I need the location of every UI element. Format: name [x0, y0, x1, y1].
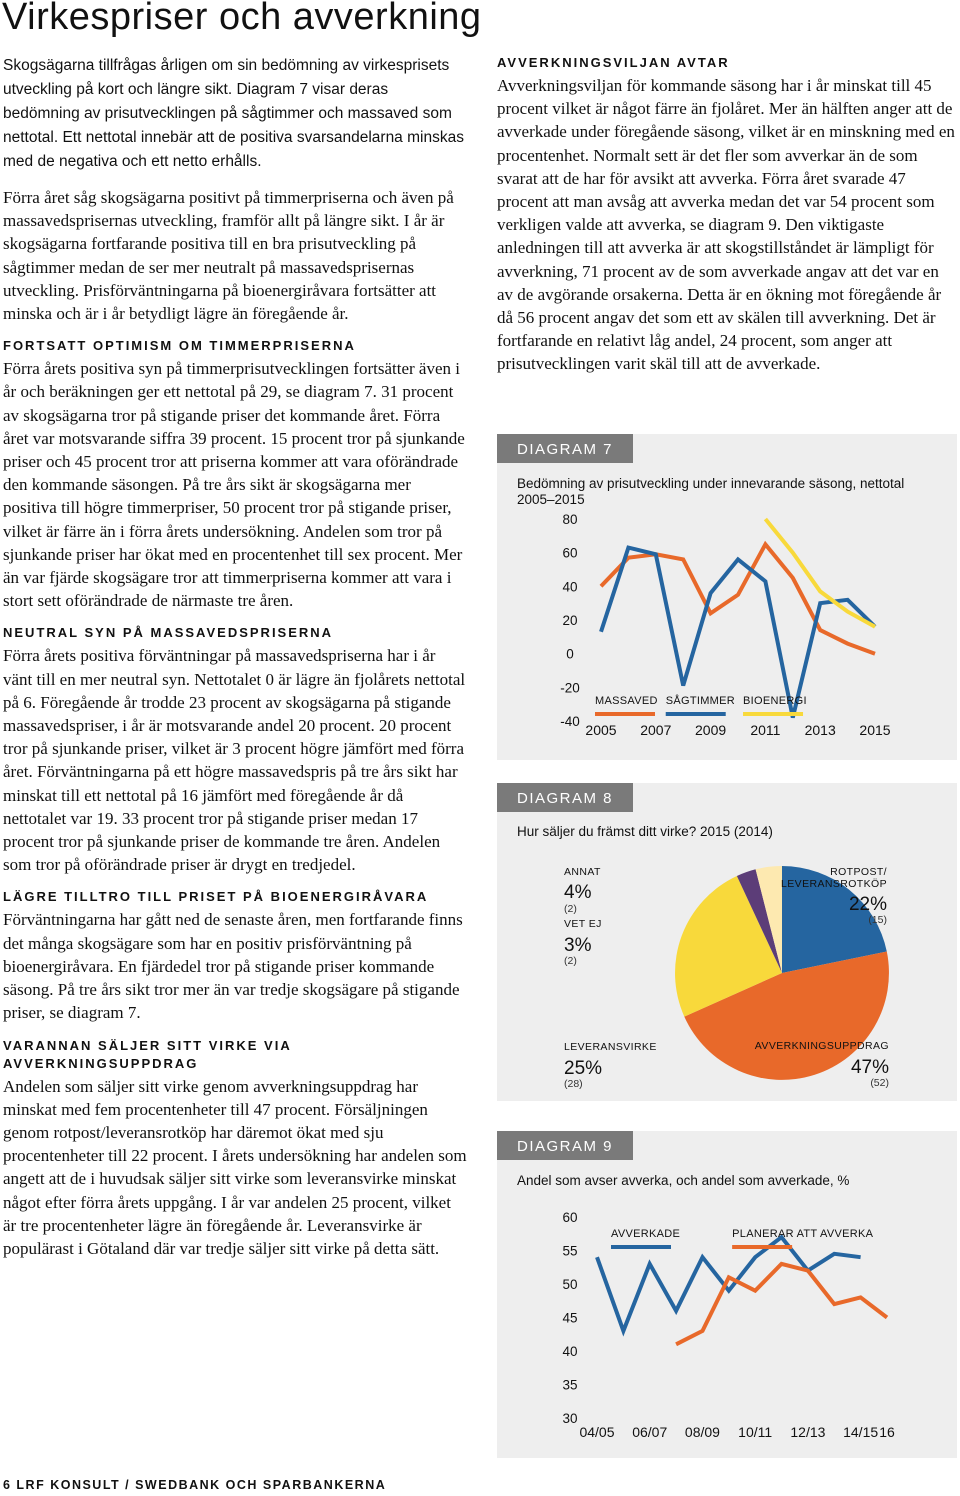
diagram-8-label: DIAGRAM 8 [497, 783, 633, 812]
section-heading-timber: FORTSATT OPTIMISM OM TIMMERPRISERNA [3, 338, 356, 354]
y-tick-label: 80 [562, 512, 578, 527]
section-text-harvest: Avverkningsviljan för kommande säsong har i år minskat till 45 procent vilket är något färre än fjolåret. Mer än hälften anger att de avverkade under föregående säsong, vilket är en minskning med en procentenhet. Normalt sett är det fler som avverkar än de som svarat att de har för avsikt att avverka. Förra året svarade 47 procent att man avsåg att avverka medan det var 54 procent som verkligen valde att avverka, se diagram 9. Den viktigaste anledningen till att avverka är att skogstillståndet är lämpligt för avverkning, 71 procent av de som avverkade angav att det var en av de avgörande orsakerna. Detta är en ökning mot föregående år då 56 procent angav det som ett av skälen till avverkning. Det är fortfarande en relativt låg andel, 24 procent, som anger att prisutvecklingen varit skäl till att de avverkade. [497, 76, 955, 374]
y-tick-label: 40 [562, 579, 578, 595]
pie-label-leveransvirke: LEVERANSVIRKE [564, 1041, 657, 1053]
diagram-8-chart [497, 783, 957, 1101]
pie-prev-vet-ej: (2) [564, 955, 577, 967]
diagram-7 [497, 434, 957, 760]
x-tick-label: 12/13 [790, 1424, 826, 1440]
pie-prev-annat: (2) [564, 903, 577, 915]
y-tick-label: 0 [566, 646, 574, 662]
y-tick-label: 55 [562, 1243, 578, 1259]
section-text-selling: Andelen som säljer sitt virke genom avverkningsuppdrag har minskat med fem procentenheter till 47 procent. Försäljningen genom rotpost/leveransrotköp har däremot ökat med sju procentenheter till 22 procent. I årets undersökning har andelen som angett att de i huvudsak säljer sitt virke som leveransvirke minskat något efter förra årets uppgång. I år var andelen 25 procent, vilket är tre procentenheter lägre än föregående år. Leveransvirke är populärast i Götaland där var tredje säljer sitt virke på detta sätt. [3, 1076, 467, 1258]
pie-label-annat: ANNAT [564, 866, 601, 878]
pie-value-rotpost: 22% [848, 894, 887, 915]
diagram-8-subtitle: Hur säljer du främst ditt virke? 2015 (2014) [517, 824, 773, 839]
legend-label-s-gtimmer: SÅGTIMMER [665, 695, 736, 707]
x-tick-label: 04/05 [579, 1424, 615, 1440]
legend-label-bioenergi: BIOENERGI [743, 695, 807, 707]
diagram-7-label: DIAGRAM 7 [497, 434, 633, 463]
section-text-bioenergy: Förväntningarna har gått ned de senaste åren, men fortfarande finns det många skogsägare som har en positiv prisförväntning på bioenergiråvara. En fjärdedel tror på stigande priser kommande säsong. På tre års sikt tror mer än var tredje skogsägare på stigande priser, se diagram 7. [3, 910, 463, 1023]
right-column [497, 54, 957, 376]
intro-paragraph: Förra året såg skogsägarna positivt på timmerpriserna och även på massavedsprisernas utveckling, framför allt på längre sikt. I år är skogsägarna fortfarande positiva till en bra prisutveckling på sågtimmer medan de ser mer neutralt på massavedsprisernas utveckling. Prisförväntningarna på bioenergiråvara fortsätter att minska och är i år betydligt lägre än föregående år. [3, 188, 454, 324]
pie-prev-avverkningsuppdrag: (52) [870, 1077, 889, 1089]
series-line-planerar-att-avverka [676, 1264, 887, 1344]
y-tick-label: -20 [560, 680, 580, 696]
diagram-7-chart [497, 434, 957, 760]
lead-paragraph: Skogsägarna tillfrågas årligen om sin bedömning av virkesprisets utveckling på kort och längre sikt. Diagram 7 visar deras bedömning av prisutvecklingen på sågtimmer och massaved som nettotal. Ett nettotal innebär att de positiva svarsandelarna minskas med de negativa och ett netto erhålls. [3, 57, 464, 170]
diagram-9 [497, 1131, 957, 1458]
x-tick-label: 2013 [804, 722, 836, 738]
y-tick-label: -40 [560, 714, 580, 729]
legend-label-planerar-att-avverka: PLANERAR ATT AVVERKA [732, 1228, 874, 1240]
pie-value-avverkningsuppdrag: 47% [850, 1057, 889, 1078]
y-tick-label: 40 [562, 1344, 578, 1359]
x-tick-label: 2015 [859, 722, 891, 738]
x-tick-label: 08/09 [684, 1424, 720, 1440]
y-tick-label: 20 [562, 613, 578, 628]
legend-label-massaved: MASSAVED [595, 695, 658, 707]
diagram-8 [497, 783, 957, 1101]
pie-value-vet-ej: 3% [564, 935, 592, 956]
y-tick-label: 35 [562, 1377, 578, 1393]
pie-label-vet-ej: VET EJ [564, 918, 602, 930]
section-text-pulpwood: Förra årets positiva förväntningar på massavedspriserna har i år vänt till en mer neutral syn. Nettotalet 0 är lägre än fjolårets nettotal på 6. Föregående år trodde 23 procent av skogsägarna på stigande massavedspriser, i år är motsvarande andel 20 procent. 20 procent tror på sjunkande priser, vilket är 3 procent högre jämfört med förra året. Förväntningarna på ett högre massavedspris på tre års sikt har minskat till ett nettotal på 16 jämfört med föregående år då nettotalet var 19. 33 procent tror på stigande priser medan 17 procent tror på sjunkande priser de kommande tre åren. Andelen som tror på oförändrade priser är drygt en tredjedel. [3, 646, 466, 875]
section-heading-selling: VARANNAN SÄLJER SITT VIRKE VIA AVVERKNINGSUPPDRAG [3, 1037, 292, 1071]
legend-label-avverkade: AVVERKADE [611, 1228, 681, 1240]
diagram-9-chart [497, 1131, 957, 1458]
pie-label-avverkningsuppdrag: AVVERKNINGSUPPDRAG [754, 1040, 889, 1052]
x-tick-label: 2005 [585, 722, 617, 738]
series-line-s-gtimmer [601, 548, 875, 718]
section-heading-bioenergy: LÄGRE TILLTRO TILL PRISET PÅ BIOENERGIRÅVARA [3, 889, 429, 905]
pie-value-annat: 4% [564, 882, 592, 903]
y-tick-label: 45 [562, 1310, 578, 1326]
left-column [3, 54, 468, 1260]
section-heading-pulpwood: NEUTRAL SYN PÅ MASSAVEDSPRISERNA [3, 625, 334, 641]
pie-prev-leveransvirke: (28) [564, 1078, 583, 1090]
diagram-9-label: DIAGRAM 9 [497, 1131, 633, 1160]
section-heading-harvest: AVVERKNINGSVILJAN AVTAR [497, 55, 730, 70]
pie-value-leveransvirke: 25% [564, 1058, 603, 1079]
x-tick-label: 14/15 [843, 1424, 879, 1440]
x-tick-label: 06/07 [632, 1424, 668, 1440]
x-tick-label: 2007 [640, 722, 672, 738]
page-footer: 6 LRF KONSULT / SWEDBANK OCH SPARBANKERNA [3, 1478, 387, 1492]
diagram-7-subtitle: Bedömning av prisutveckling under innevarande säsong, nettotal 2005–2015 [517, 476, 905, 507]
y-tick-label: 60 [562, 1210, 578, 1225]
y-tick-label: 30 [562, 1411, 578, 1426]
x-tick-label: 16 [879, 1424, 895, 1440]
section-text-timber: Förra årets positiva syn på timmerprisutvecklingen fortsätter även i år och beräkningen ger ett nettotal på 29, se diagram 7. 31 procent av skogsägarna tror på stigande priser det kommande året. Förra året var motsvarande siffra 39 procent. 15 procent tror på sjunkande priser och 45 procent tror att priserna kommer att vara oförändrade den kommande säsongen. På tre års sikt är skogsägarna mer positiva till högre timmerpriser, 50 procent tror på stigande priser, vilket är färre än i förra årets undersökning. Andelen som tror på sjunkande priser har ökat med en procentenhet till sex procent. Mer än var fjärde skogsägare tror att timmerpriserna kommer att vara i stort sett oförändrade de närmaste tre åren. [3, 359, 465, 611]
pie-label-rotpost: LEVERANSROTKÖP [781, 878, 887, 890]
pie-label-rotpost: ROTPOST/ [830, 866, 887, 878]
diagram-9-subtitle: Andel som avser avverka, och andel som avverkade, % [517, 1173, 850, 1188]
series-line-avverkade [597, 1237, 861, 1331]
pie-prev-rotpost: (15) [868, 914, 887, 926]
x-tick-label: 2011 [750, 722, 781, 738]
y-tick-label: 50 [562, 1277, 578, 1292]
page-title: Virkespriser och avverkning [2, 0, 482, 38]
y-tick-label: 60 [562, 545, 578, 561]
x-tick-label: 2009 [695, 722, 727, 738]
x-tick-label: 10/11 [738, 1424, 773, 1440]
